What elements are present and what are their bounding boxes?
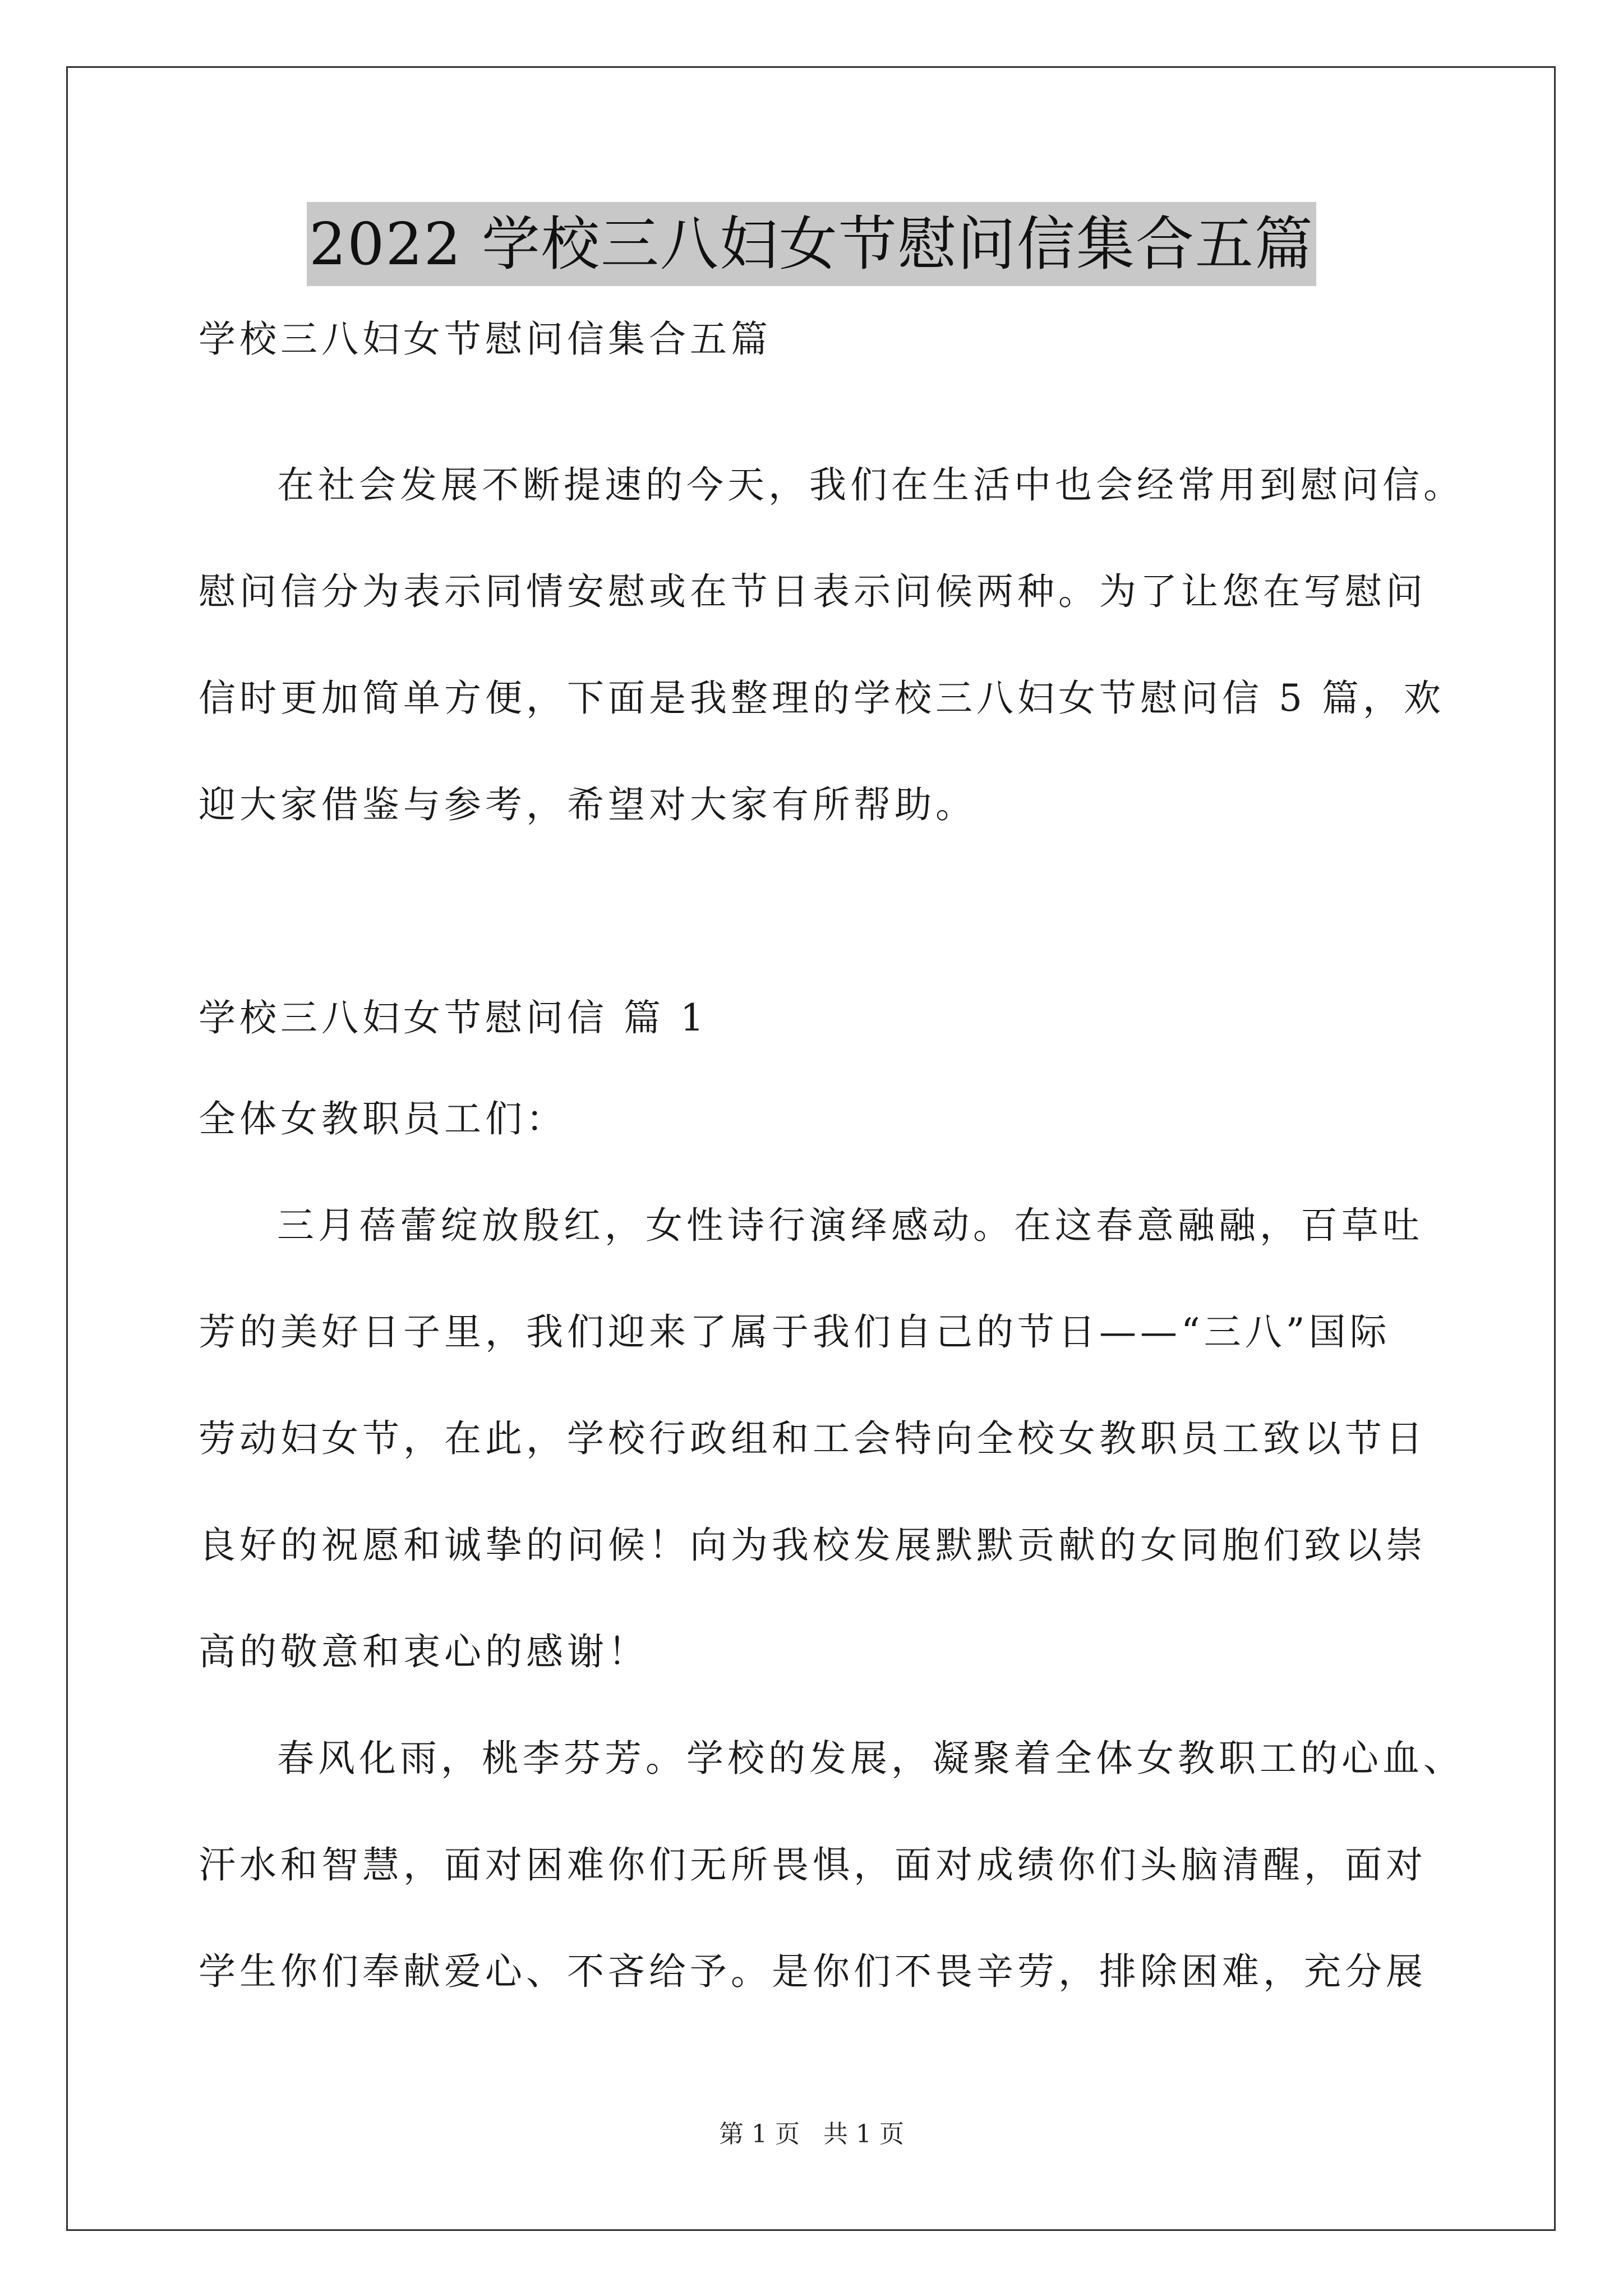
para2-line: 学生你们奉献爱心、不吝给予。是你们不畏辛劳，排除困难，充分展 xyxy=(199,1950,1427,1993)
intro-line: 信时更加简单方便，下面是我整理的学校三八妇女节慰问信 5 篇，欢 xyxy=(199,677,1445,720)
page-number: 第 1 页 xyxy=(719,2120,800,2148)
salutation: 全体女教职员工们： xyxy=(199,1097,567,1140)
page-total: 共 1 页 xyxy=(823,2120,904,2148)
page-border xyxy=(66,66,1556,2231)
para1-line: 高的敬意和衷心的感谢！ xyxy=(199,1630,649,1673)
document-subtitle: 学校三八妇女节慰问信集合五篇 xyxy=(199,318,772,361)
title-container xyxy=(0,202,1623,286)
para1-line: 三月蓓蕾绽放殷红，女性诗行演绎感动。在这春意融融，百草吐 xyxy=(277,1204,1423,1247)
intro-line: 慰问信分为表示同情安慰或在节日表示问候两种。为了让您在写慰问 xyxy=(199,570,1427,613)
para1-line: 芳的美好日子里，我们迎来了属于我们自己的节日——“三八”国际 xyxy=(199,1310,1391,1354)
intro-line: 在社会发展不断提速的今天，我们在生活中也会经常用到慰问信。 xyxy=(277,463,1464,507)
page-footer xyxy=(0,2114,1623,2150)
para2-line: 春风化雨，桃李芬芳。学校的发展，凝聚着全体女教职工的心血、 xyxy=(277,1737,1464,1780)
para1-line: 劳动妇女节，在此，学校行政组和工会特向全校女教职员工致以节日 xyxy=(199,1417,1427,1460)
document-title: 2022 学校三八妇女节慰问信集合五篇 xyxy=(307,202,1316,286)
para2-line: 汗水和智慧，面对困难你们无所畏惧，面对成绩你们头脑清醒，面对 xyxy=(199,1843,1427,1887)
section-heading: 学校三八妇女节慰问信 篇 1 xyxy=(199,996,708,1039)
para1-line: 良好的祝愿和诚挚的问候！向为我校发展默默贡献的女同胞们致以崇 xyxy=(199,1524,1427,1567)
intro-line: 迎大家借鉴与参考，希望对大家有所帮助。 xyxy=(199,783,976,826)
